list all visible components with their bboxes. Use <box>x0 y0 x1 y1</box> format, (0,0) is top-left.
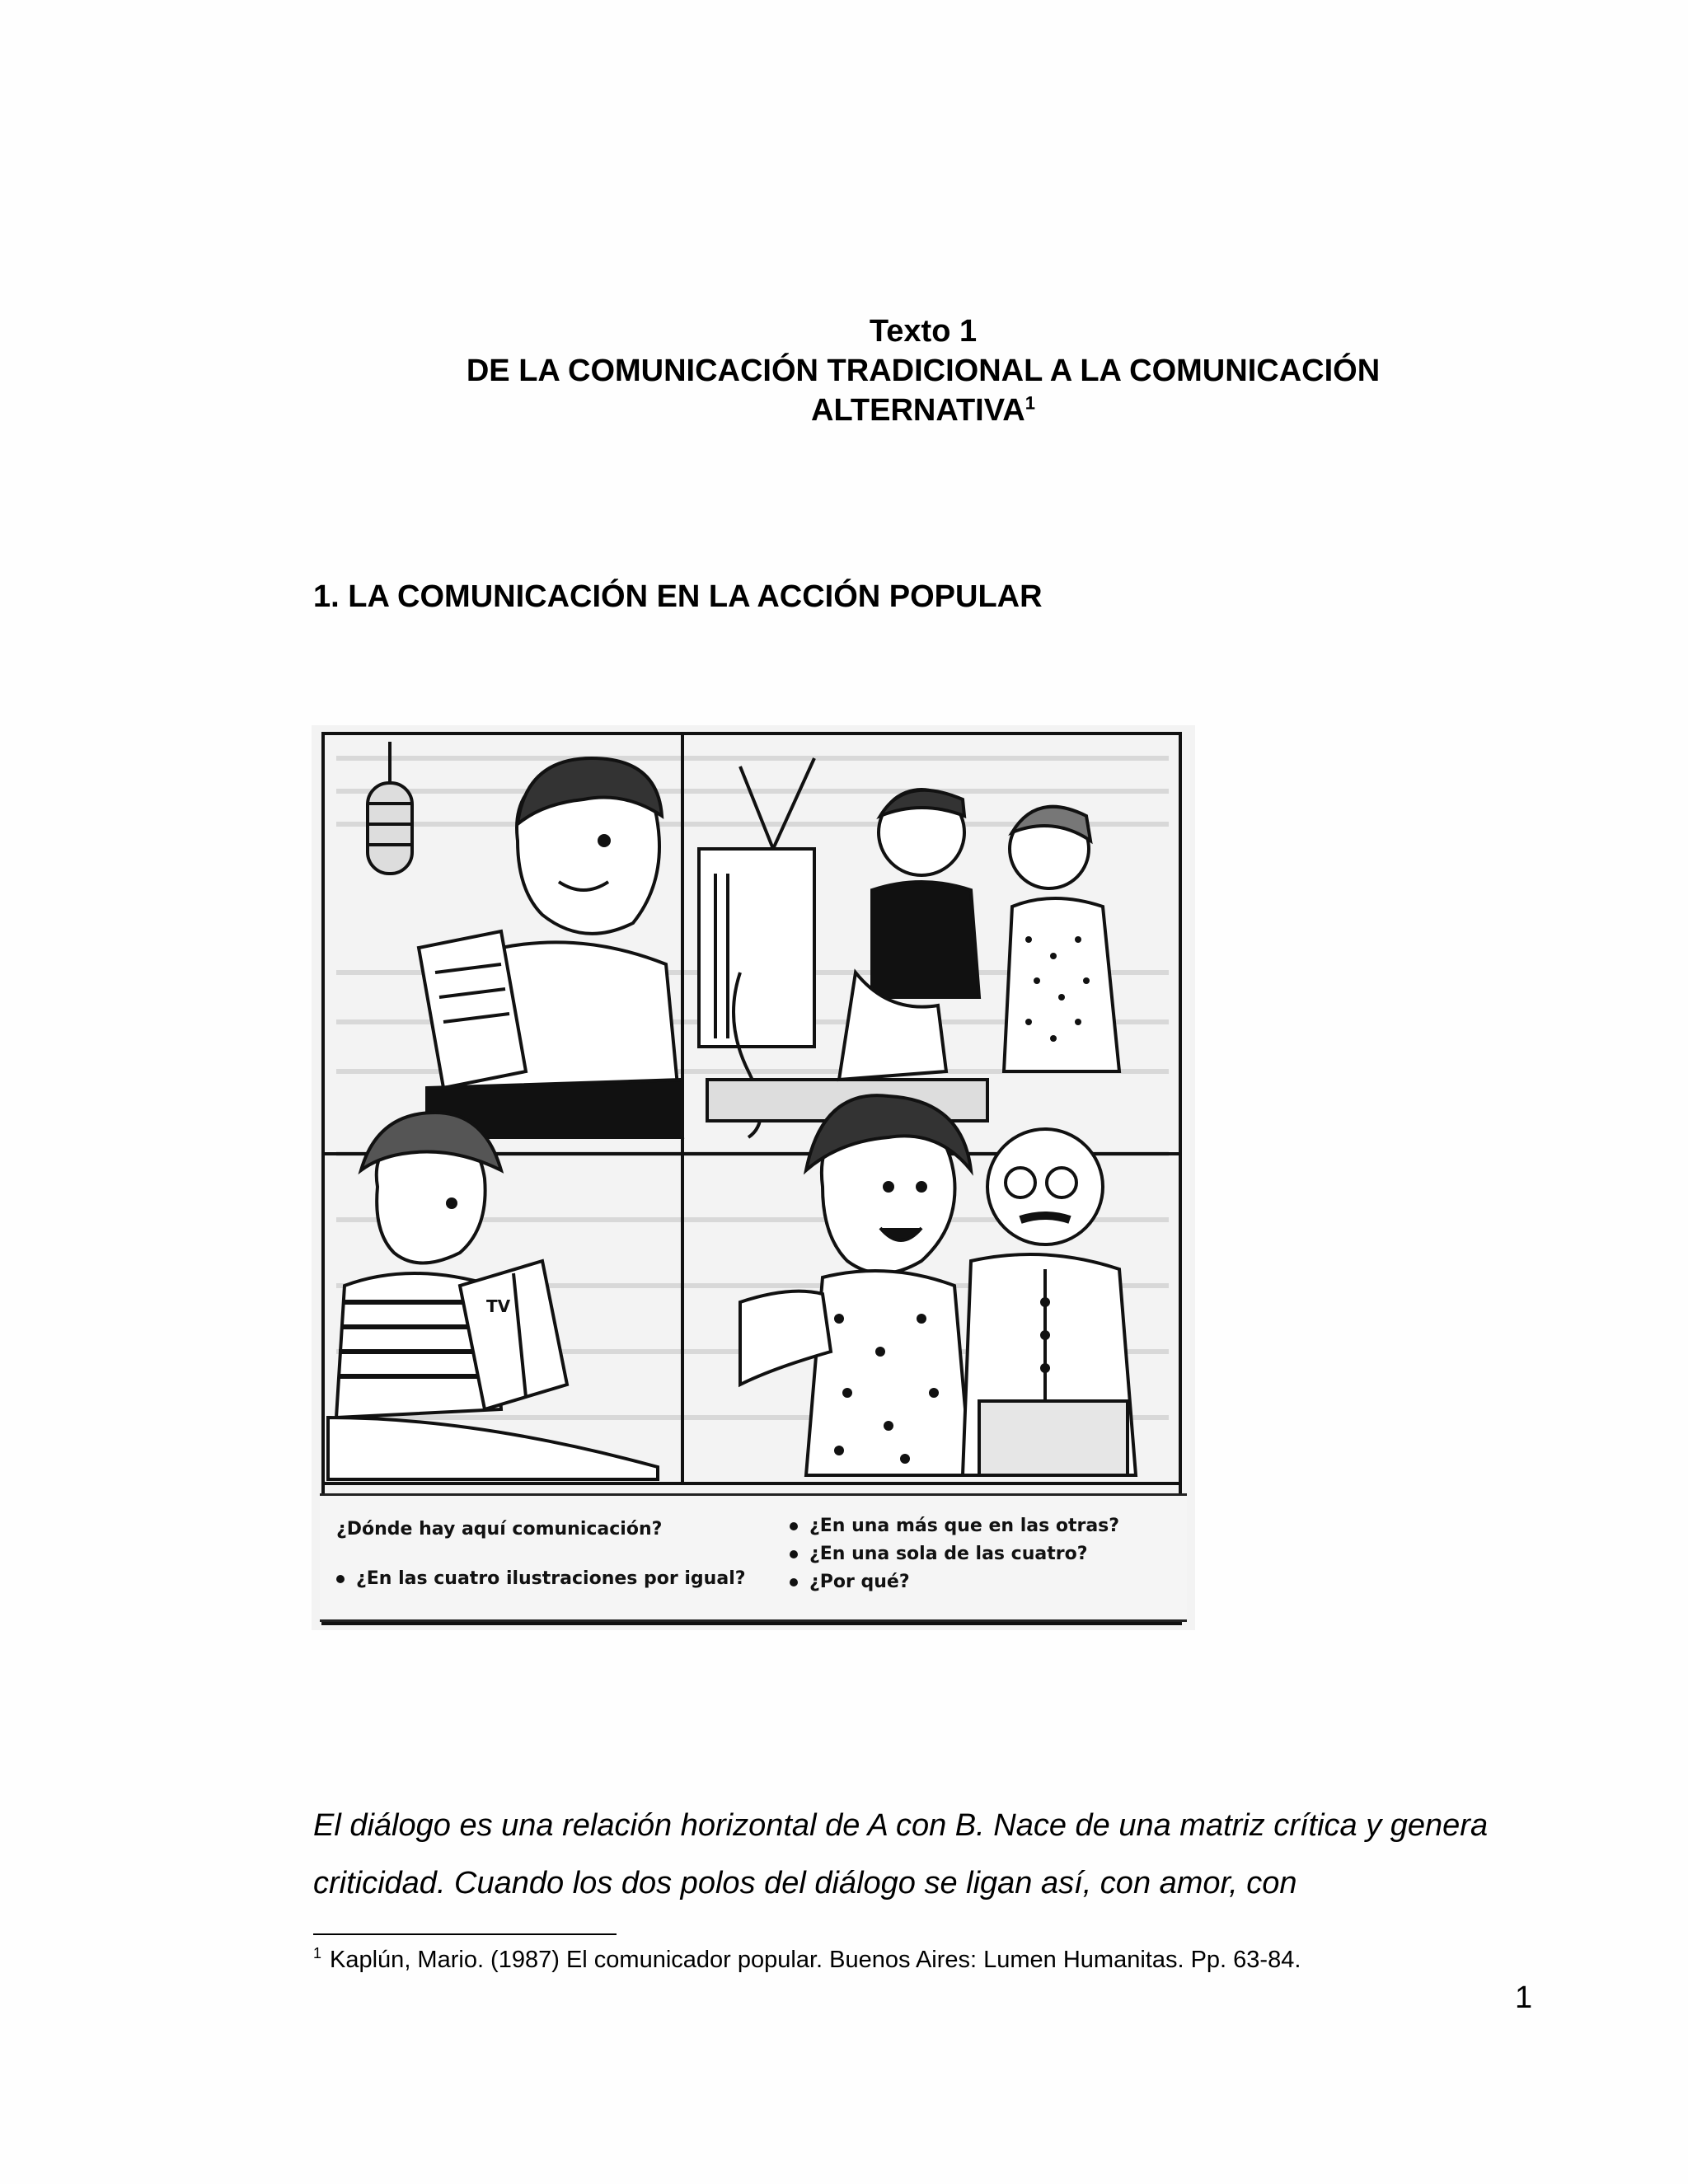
question-5-row <box>790 1572 910 1592</box>
footnote-text: Kaplún, Mario. (1987) El comunicador popular. Buenos Aires: Lumen Humanitas. Pp. 63-84. <box>330 1947 1301 1973</box>
cartoon-illustration <box>312 725 1195 1630</box>
page-number: 1 <box>1515 1980 1533 2015</box>
bullet-icon <box>790 1550 798 1558</box>
question-5: ¿Por qué? <box>809 1572 910 1592</box>
question-3-row <box>790 1516 1119 1536</box>
question-2-row <box>336 1568 746 1589</box>
bullet-icon <box>790 1522 798 1530</box>
question-2: ¿En las cuatro ilustraciones por igual? <box>356 1568 746 1589</box>
question-4-row <box>790 1544 1087 1564</box>
magazine-label: TV <box>486 1296 511 1316</box>
footnote <box>313 1943 1301 1976</box>
bullet-icon <box>336 1575 345 1583</box>
footnote-separator <box>313 1933 617 1935</box>
title-footnote-ref[interactable]: 1 <box>1025 392 1035 414</box>
title-line-3-text: ALTERNATIVA <box>811 393 1025 428</box>
title-line-3 <box>313 391 1533 430</box>
discussion-questions <box>320 1493 1187 1622</box>
title-line-2: DE LA COMUNICACIÓN TRADICIONAL A LA COMUNICACIÓN <box>466 354 1381 388</box>
title-line-1: Texto 1 <box>869 314 978 349</box>
question-1: ¿Dónde hay aquí comunicación? <box>336 1519 663 1540</box>
footnote-marker: 1 <box>313 1945 322 1962</box>
document-title <box>313 312 1533 430</box>
section-heading: 1. LA COMUNICACIÓN EN LA ACCIÓN POPULAR <box>313 579 1043 614</box>
bullet-icon <box>790 1578 798 1586</box>
question-3: ¿En una más que en las otras? <box>809 1516 1120 1536</box>
question-4: ¿En una sola de las cuatro? <box>809 1544 1088 1564</box>
body-paragraph: El diálogo es una relación horizontal de A con B. Nace de una matriz crítica y genera criticidad. Cuando los dos polos del diálogo se ligan así, con amor, con <box>313 1808 1489 1900</box>
